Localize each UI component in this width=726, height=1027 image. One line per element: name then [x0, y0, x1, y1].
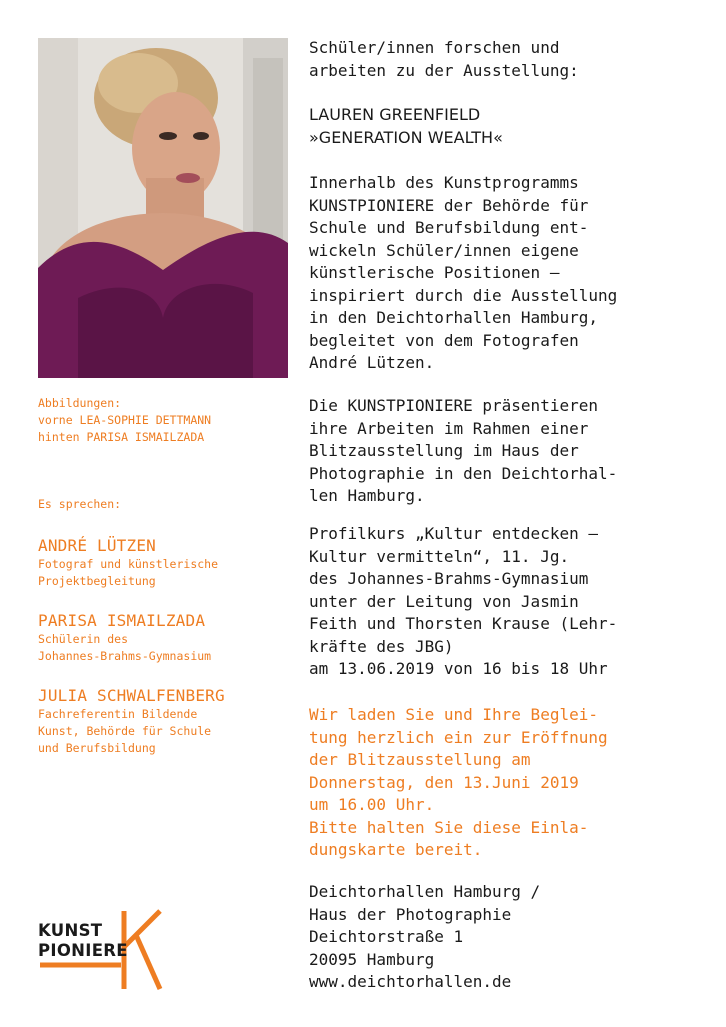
speaker-julia-schwalfenberg	[38, 686, 300, 757]
exhibition-description	[309, 395, 694, 508]
intro-paragraph: Schüler/innen forschen und arbeiten zu der Ausstellung:	[309, 38, 579, 80]
logo-line-1: KUNST	[38, 921, 103, 940]
intro-text	[309, 37, 694, 82]
course-details	[309, 523, 694, 681]
speaker-parisa-ismailzada	[38, 611, 300, 665]
title-text: LAUREN GREENFIELD »GENERATION WEALTH«	[309, 105, 503, 147]
speaker-role: Schülerin des Johannes-Brahms-Gymnasium	[38, 632, 212, 663]
speakers-label: Es sprechen:	[38, 497, 122, 511]
paragraph-2: Die KUNSTPIONIERE präsentieren ihre Arbeiten im Rahmen einer Blitzausstellung im Haus der Photographie in den Deichtorhal- len Hamburg.	[309, 396, 618, 505]
invitation-paragraph: Wir laden Sie und Ihre Beglei- tung herzlich ein zur Eröffnung der Blitzausstellung am Donnerstag, den 13.Juni 2019 um 16.00 Uhr. Bitte halten Sie diese Einla- dungskarte bereit.	[309, 705, 608, 859]
image-caption	[38, 395, 298, 446]
speaker-andre-lutzen	[38, 536, 300, 590]
paragraph-1: Innerhalb des Kunstprogramms KUNSTPIONIERE der Behörde für Schule und Berufsbildung ent- wickeln Schüler/innen eigene künstlerische Positionen – inspiriert durch die Ausstellung in den Deichtorhallen Hamburg, begleitet von dem Fotografen André Lützen.	[309, 173, 618, 372]
paragraph-3: Profilkurs „Kultur entdecken – Kultur vermitteln“, 11. Jg. des Johannes-Brahms-Gymnasium unter der Leitung von Jasmin Feith und Thorsten Krause (Lehr- kräfte des JBG) am 13.06.2019 von 16 bis 18 Uhr	[309, 524, 618, 678]
caption-heading: Abbildungen:	[38, 396, 122, 410]
speaker-name: JULIA SCHWALFENBERG	[38, 686, 225, 705]
speaker-name: PARISA ISMAILZADA	[38, 611, 206, 630]
speaker-role: Fotograf und künstlerische Projektbegleitung	[38, 557, 219, 588]
logo-line-2: PIONIERE	[38, 941, 128, 960]
caption-back: hinten PARISA ISMAILZADA	[38, 430, 205, 444]
speaker-name: ANDRÉ LÜTZEN	[38, 536, 156, 555]
exhibition-title	[309, 104, 694, 149]
venue-address	[309, 881, 694, 994]
speaker-role: Fachreferentin Bildende Kunst, Behörde für Schule und Berufsbildung	[38, 707, 212, 755]
kunstpioniere-logo	[36, 907, 166, 993]
address-text: Deichtorhallen Hamburg / Haus der Photographie Deichtorstraße 1 20095 Hamburg www.deichtorhallen.de	[309, 882, 541, 991]
program-description	[309, 172, 694, 375]
invitation-text	[309, 704, 694, 862]
caption-front: vorne LEA-SOPHIE DETTMANN	[38, 413, 212, 427]
portrait-photo	[38, 38, 288, 378]
